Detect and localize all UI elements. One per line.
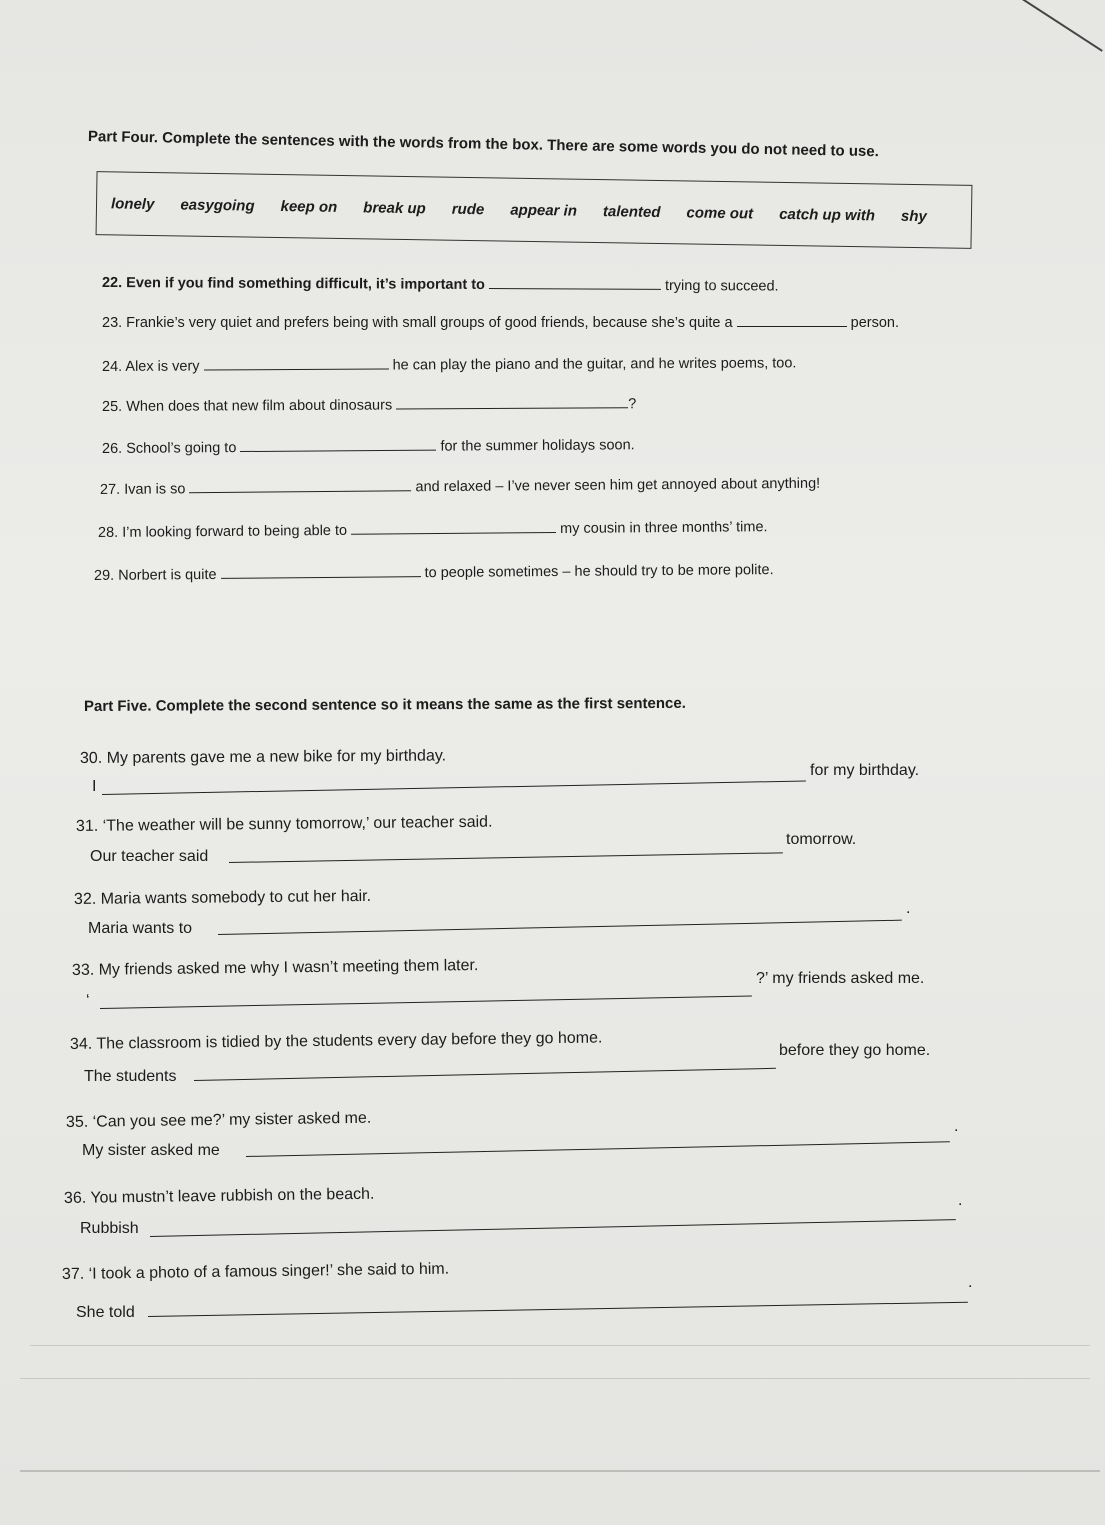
gap-fill-item: 23. Frankie’s very quiet and prefers being with small groups of good friends, because she’s quite a person. (102, 312, 899, 331)
gap-fill-item: 26. School’s going to for the summer holidays soon. (101, 437, 635, 457)
bleed-through-line (20, 1378, 1090, 1379)
item-sentence: 33. My friends asked me why I wasn’t meeting them later. (71, 957, 479, 979)
answer-end: . (954, 1118, 959, 1135)
answer-line[interactable] (218, 920, 902, 936)
bleed-through-line (30, 1345, 1090, 1346)
answer-blank[interactable] (489, 274, 661, 290)
answer-line[interactable] (246, 1141, 950, 1157)
answer-blank[interactable] (220, 562, 420, 579)
word-box (96, 171, 973, 249)
answer-line[interactable] (102, 780, 806, 795)
answer-start: I (92, 778, 97, 795)
answer-end: before they go home. (779, 1042, 931, 1059)
answer-start: She told (76, 1304, 135, 1321)
answer-end: . (906, 900, 911, 917)
bleed-through-line (20, 1470, 1100, 1472)
answer-start: Our teacher said (90, 848, 209, 865)
item-sentence: 34. The classroom is tidied by the students every day before they go home. (69, 1029, 603, 1053)
item-sentence: 37. ‘I took a photo of a famous singer!’ she said to him. (61, 1260, 450, 1283)
answer-end: . (968, 1274, 973, 1291)
answer-start: Rubbish (80, 1220, 139, 1237)
answer-line[interactable] (150, 1219, 956, 1237)
answer-blank[interactable] (189, 476, 411, 493)
answer-line[interactable] (229, 852, 783, 863)
answer-blank[interactable] (396, 393, 628, 409)
gap-fill-item: 22. Even if you find something difficult, it’s important to trying to succeed. (101, 275, 779, 295)
part-four-heading: Part Four. Complete the sentences with the words from the box. There are some words you do not need to use. (87, 128, 879, 161)
gap-fill-item: 28. I’m looking forward to being able to my cousin in three months’ time. (97, 519, 768, 541)
answer-end: tomorrow. (786, 831, 857, 848)
gap-fill-item: 29. Norbert is quite to people sometimes – he should try to be more polite. (93, 562, 774, 584)
answer-end: ?’ my friends asked me. (756, 970, 925, 987)
word-box-item: lonely (110, 194, 155, 213)
item-sentence: 31. ‘The weather will be sunny tomorrow,’ our teacher said. (75, 813, 493, 835)
answer-blank[interactable] (240, 436, 436, 452)
answer-blank[interactable] (737, 312, 847, 327)
word-box-item: appear in (510, 201, 578, 220)
gap-fill-item: 24. Alex is very he can play the piano and the guitar, and he writes poems, too. (101, 355, 797, 375)
item-sentence: 35. ‘Can you see me?’ my sister asked me. (65, 1109, 372, 1131)
word-box-item: rude (451, 200, 485, 218)
gap-fill-item: 25. When does that new film about dinosaurs ? (102, 393, 636, 415)
answer-start: Maria wants to (88, 920, 193, 937)
word-box-item: easygoing (180, 195, 255, 215)
word-box-item: talented (602, 202, 661, 221)
answer-line[interactable] (194, 1068, 776, 1081)
word-box-item: come out (686, 203, 754, 222)
answer-start: The students (84, 1068, 177, 1085)
answer-line[interactable] (100, 995, 752, 1009)
gap-fill-item: 27. Ivan is so and relaxed – I’ve never seen him get annoyed about anything! (99, 475, 821, 498)
answer-start: ‘ (86, 992, 90, 1009)
answer-blank[interactable] (351, 518, 556, 535)
answer-line[interactable] (148, 1302, 968, 1317)
item-sentence: 36. You mustn’t leave rubbish on the beach. (63, 1185, 375, 1207)
answer-end: . (958, 1192, 963, 1209)
answer-blank[interactable] (203, 354, 388, 370)
page-edge-line (1009, 0, 1102, 52)
item-sentence: 30. My parents gave me a new bike for my birthday. (79, 747, 447, 767)
word-box-item: catch up with (779, 205, 876, 224)
word-box-item: break up (363, 198, 426, 217)
answer-start: My sister asked me (82, 1142, 220, 1159)
item-sentence: 32. Maria wants somebody to cut her hair. (73, 887, 372, 908)
word-box-item: keep on (280, 197, 338, 216)
word-box-item: shy (900, 207, 927, 225)
answer-end: for my birthday. (810, 762, 920, 779)
part-five-heading: Part Five. Complete the second sentence so it means the same as the first sentence. (83, 694, 686, 715)
